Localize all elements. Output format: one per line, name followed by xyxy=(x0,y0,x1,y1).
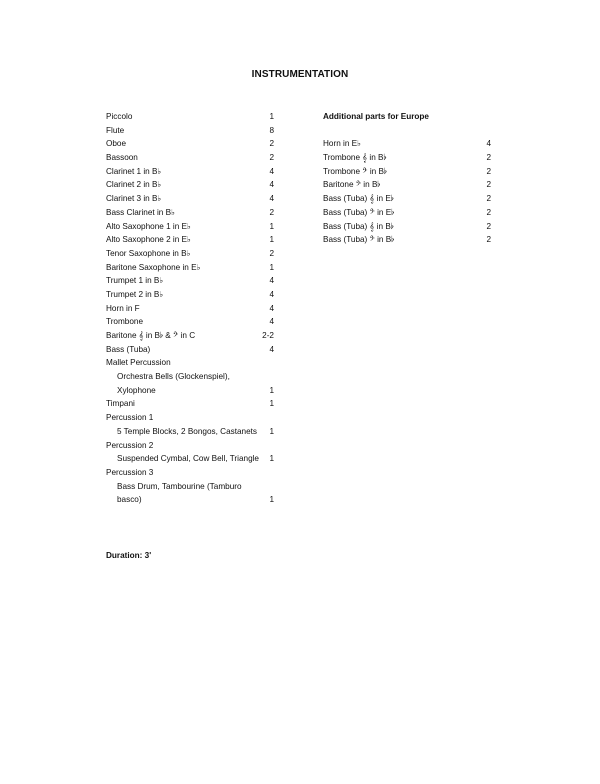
instrument-name: Baritone 𝄢 in B♭ xyxy=(323,180,381,190)
instrument-quantity: 2 xyxy=(486,180,491,190)
instrument-quantity: 4 xyxy=(269,289,274,299)
instrument-name: Trumpet 2 in B♭ xyxy=(106,289,164,299)
instrument-name: Bass (Tuba) 𝄞 in E♭ xyxy=(323,194,394,204)
instrument-row xyxy=(106,302,274,316)
instrument-name: basco) xyxy=(117,495,142,505)
instrument-row xyxy=(106,411,274,425)
instrument-quantity: 2 xyxy=(486,194,491,204)
instrument-row xyxy=(106,288,274,302)
instrument-quantity: 2 xyxy=(269,139,274,149)
instrument-row xyxy=(106,425,274,439)
instrument-row xyxy=(106,356,274,370)
instrument-quantity: 4 xyxy=(269,344,274,354)
instrument-row xyxy=(106,206,274,220)
instrument-name: Alto Saxophone 1 in E♭ xyxy=(106,221,191,231)
instrument-row xyxy=(323,192,491,206)
instrument-row xyxy=(106,343,274,357)
instrument-quantity: 4 xyxy=(269,194,274,204)
instrument-name: Bass (Tuba) 𝄢 in B♭ xyxy=(323,235,395,245)
instrument-name: Trombone 𝄞 in B♭ xyxy=(323,153,387,163)
instrument-quantity: 1 xyxy=(269,454,274,464)
instrument-quantity: 1 xyxy=(269,426,274,436)
instrument-quantity: 4 xyxy=(269,317,274,327)
instrument-row xyxy=(106,178,274,192)
instrument-quantity: 2 xyxy=(486,166,491,176)
instrument-quantity: 1 xyxy=(269,399,274,409)
instrument-name: Bass Clarinet in B♭ xyxy=(106,207,175,217)
spacer xyxy=(323,124,491,138)
instrument-quantity: 2 xyxy=(486,235,491,245)
instrument-row xyxy=(106,274,274,288)
instrument-quantity: 2 xyxy=(269,153,274,163)
instrument-name: Tenor Saxophone in B♭ xyxy=(106,248,191,258)
instrument-name: Clarinet 3 in B♭ xyxy=(106,194,162,204)
instrument-quantity: 4 xyxy=(269,276,274,286)
instrument-name: Bass Drum, Tambourine (Tamburo xyxy=(117,481,242,491)
instrument-row xyxy=(106,165,274,179)
instrument-row xyxy=(106,397,274,411)
instrument-row xyxy=(106,315,274,329)
instrument-name: Trombone 𝄢 in B♭ xyxy=(323,166,387,176)
page-title: INSTRUMENTATION xyxy=(251,69,349,80)
instrument-row xyxy=(106,439,274,453)
instrument-quantity: 4 xyxy=(486,139,491,149)
instrument-quantity: 2 xyxy=(486,221,491,231)
instrument-row xyxy=(106,480,274,494)
instrument-quantity xyxy=(260,466,274,480)
instrument-name: Suspended Cymbal, Cow Bell, Triangle xyxy=(117,454,259,464)
instrument-quantity: 1 xyxy=(269,235,274,245)
instrument-name: Bass (Tuba) xyxy=(106,344,151,354)
instrument-quantity: 1 xyxy=(269,262,274,272)
instrument-name: Trumpet 1 in B♭ xyxy=(106,276,164,286)
instrument-name: Oboe xyxy=(106,139,127,149)
instrument-quantity xyxy=(260,480,274,494)
instrument-row xyxy=(106,493,274,507)
instrument-quantity: 4 xyxy=(269,303,274,313)
instrument-quantity: 4 xyxy=(269,166,274,176)
instrument-quantity: 1 xyxy=(269,495,274,505)
instrument-row xyxy=(323,233,491,247)
instrument-name: Flute xyxy=(106,125,125,135)
instrument-row xyxy=(106,151,274,165)
instrument-row xyxy=(106,452,274,466)
instrument-quantity xyxy=(260,356,274,370)
instrument-row xyxy=(106,261,274,275)
instrument-name: Horn in F xyxy=(106,303,140,313)
instrument-row xyxy=(106,247,274,261)
instrument-quantity xyxy=(260,370,274,384)
instrument-name: Timpani xyxy=(106,399,135,409)
duration-text: Duration: 3' xyxy=(106,551,152,560)
instrument-name: Horn in E♭ xyxy=(323,139,361,149)
instrument-row xyxy=(323,220,491,234)
instrument-row xyxy=(106,329,274,343)
instrument-quantity: 2-2 xyxy=(262,331,274,340)
instrument-row xyxy=(106,137,274,151)
instrument-row xyxy=(106,192,274,206)
instrument-name: Percussion 2 xyxy=(106,440,154,450)
instrument-row xyxy=(323,206,491,220)
instrument-name: Baritone Saxophone in E♭ xyxy=(106,262,201,272)
instrument-row xyxy=(106,110,274,124)
instrument-name: Bass (Tuba) 𝄢 in E♭ xyxy=(323,207,395,217)
instrument-row xyxy=(323,165,491,179)
instrument-name: Orchestra Bells (Glockenspiel), xyxy=(117,372,230,382)
instrument-quantity: 1 xyxy=(269,385,274,395)
instrument-row xyxy=(106,384,274,398)
instrument-name: Clarinet 2 in B♭ xyxy=(106,180,162,190)
instrument-name: Trombone xyxy=(106,317,144,327)
instrument-row xyxy=(323,151,491,165)
instrument-quantity: 8 xyxy=(269,125,274,135)
instrument-row xyxy=(323,178,491,192)
instrument-quantity: 2 xyxy=(269,248,274,258)
instrument-quantity: 2 xyxy=(486,207,491,217)
instrument-name: Alto Saxophone 2 in E♭ xyxy=(106,235,191,245)
instrument-name: Percussion 3 xyxy=(106,467,154,477)
instrument-quantity: 2 xyxy=(269,207,274,217)
instrument-quantity: 4 xyxy=(269,180,274,190)
instrument-row xyxy=(106,124,274,138)
instrument-name: Piccolo xyxy=(106,112,133,121)
instrument-name: Bassoon xyxy=(106,153,138,163)
additional-parts-items xyxy=(323,137,491,247)
instrument-quantity xyxy=(260,411,274,425)
instrument-list xyxy=(106,110,274,507)
additional-parts-list xyxy=(323,110,491,247)
instrument-name: Mallet Percussion xyxy=(106,358,171,368)
instrument-name: Xylophone xyxy=(117,385,156,395)
instrument-name: 5 Temple Blocks, 2 Bongos, Castanets xyxy=(117,426,258,436)
instrument-quantity: 1 xyxy=(269,221,274,231)
instrument-name: Bass (Tuba) 𝄞 in B♭ xyxy=(323,221,394,231)
instrument-quantity: 2 xyxy=(486,153,491,163)
instrument-quantity xyxy=(260,439,274,453)
instrument-quantity: 1 xyxy=(269,112,274,121)
instrument-row xyxy=(106,370,274,384)
instrument-row xyxy=(106,220,274,234)
instrument-row xyxy=(106,466,274,480)
additional-parts-heading: Additional parts for Europe xyxy=(323,112,429,121)
instrument-name: Clarinet 1 in B♭ xyxy=(106,166,162,176)
instrument-name: Percussion 1 xyxy=(106,413,154,423)
instrument-name: Baritone 𝄞 in B♭ & 𝄢 in C xyxy=(106,331,196,340)
instrument-row xyxy=(323,137,491,151)
instrument-row xyxy=(106,233,274,247)
